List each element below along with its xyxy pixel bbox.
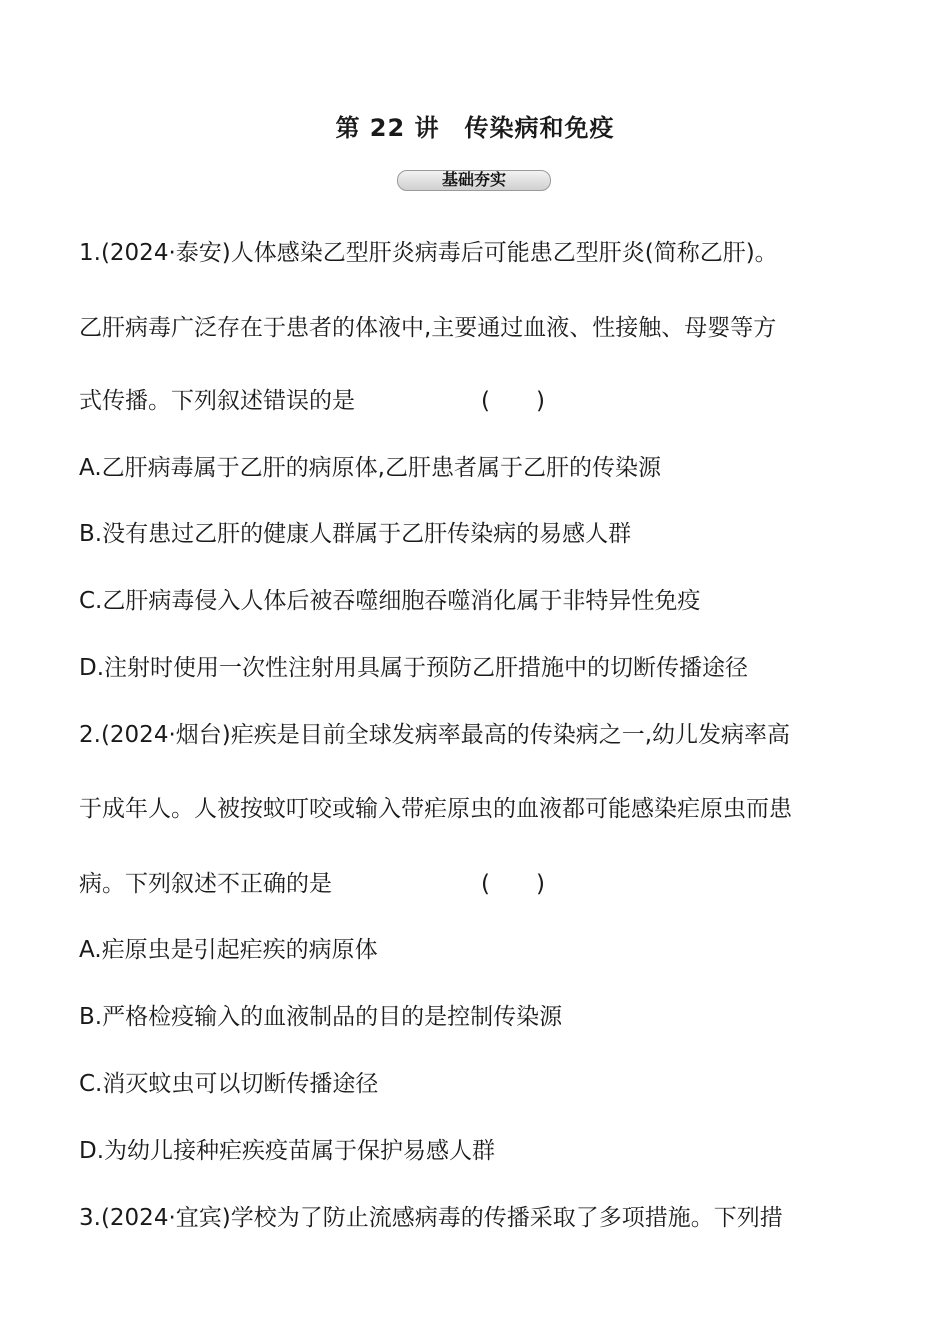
q1-option-b: B.没有患过乙肝的健康人群属于乙肝传染病的易感人群	[79, 521, 632, 547]
q2-answer-blank: ( )	[481, 871, 545, 897]
q1-option-d: D.注射时使用一次性注射用具属于预防乙肝措施中的切断传播途径	[79, 655, 749, 681]
q1-stem-line-1: 1.(2024·泰安)人体感染乙型肝炎病毒后可能患乙型肝炎(简称乙肝)。	[79, 240, 778, 266]
q2-stem-line-2: 于成年人。人被按蚊叮咬或输入带疟原虫的血液都可能感染疟原虫而患	[79, 796, 792, 822]
q1-option-a: A.乙肝病毒属于乙肝的病原体,乙肝患者属于乙肝的传染源	[79, 455, 661, 481]
q2-option-b: B.严格检疫输入的血液制品的目的是控制传染源	[79, 1004, 563, 1030]
lesson-title: 第 22 讲 传染病和免疫	[335, 114, 615, 142]
q2-option-a: A.疟原虫是引起疟疾的病原体	[79, 937, 378, 963]
q2-stem-line-1: 2.(2024·烟台)疟疾是目前全球发病率最高的传染病之一,幼儿发病率高	[79, 722, 791, 748]
q2-option-c: C.消灭蚊虫可以切断传播途径	[79, 1071, 379, 1097]
q2-stem-line-3: 病。下列叙述不正确的是	[79, 871, 332, 897]
q1-option-c: C.乙肝病毒侵入人体后被吞噬细胞吞噬消化属于非特异性免疫	[79, 588, 701, 614]
q1-stem-line-2: 乙肝病毒广泛存在于患者的体液中,主要通过血液、性接触、母婴等方	[79, 315, 777, 341]
q1-stem-line-3: 式传播。下列叙述错误的是	[79, 388, 355, 414]
section-badge: 基础夯实	[397, 170, 551, 191]
q2-option-d: D.为幼儿接种疟疾疫苗属于保护易感人群	[79, 1138, 496, 1164]
q3-stem-line-1: 3.(2024·宜宾)学校为了防止流感病毒的传播采取了多项措施。下列措	[79, 1205, 783, 1231]
q1-answer-blank: ( )	[481, 388, 545, 414]
